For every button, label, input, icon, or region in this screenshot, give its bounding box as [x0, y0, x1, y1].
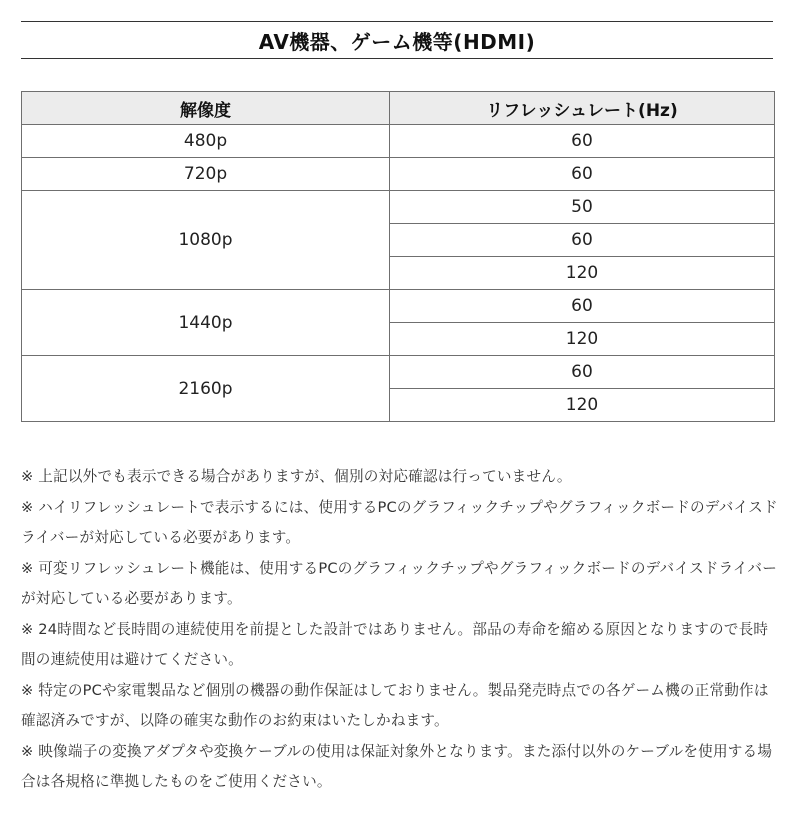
note-item: ※ 特定のPCや家電製品など個別の機器の動作保証はしておりません。製品発売時点での各ゲーム機の正常動作は確認済みですが、以降の確実な動作のお約束はいたしかねます。: [21, 681, 769, 729]
section-title: AV機器、ゲーム機等(HDMI): [258, 29, 536, 54]
note-item: ※ 上記以外でも表示できる場合がありますが、個別の対応確認は行っていません。: [21, 468, 572, 485]
table-row: [22, 158, 775, 191]
refresh-rate-cell: 120: [390, 323, 775, 356]
header-resolution: 解像度: [22, 92, 390, 125]
note-item: ※ ハイリフレッシュレートで表示するには、使用するPCのグラフィックチップやグラフィックボードのデバイスドライバーが対応している必要があります。: [21, 498, 778, 546]
note-item: ※ 可変リフレッシュレート機能は、使用するPCのグラフィックチップやグラフィックボードのデバイスドライバーが対応している必要があります。: [21, 559, 778, 607]
refresh-rate-cell: 60: [390, 290, 775, 323]
resolution-cell: 480p: [22, 125, 390, 158]
notes-list: [21, 462, 781, 798]
table-row: [22, 125, 775, 158]
table-row: [22, 191, 775, 224]
refresh-rate-cell: 60: [390, 356, 775, 389]
header-refresh-rate: リフレッシュレート(Hz): [390, 92, 775, 125]
refresh-rate-cell: 120: [390, 257, 775, 290]
refresh-rate-cell: 60: [390, 224, 775, 257]
refresh-rate-cell: 60: [390, 125, 775, 158]
note-item: ※ 映像端子の変換アダプタや変換ケーブルの使用は保証対象外となります。また添付以外のケーブルを使用する場合は各規格に準拠したものをご使用ください。: [21, 742, 773, 790]
table-body: [22, 125, 775, 422]
resolution-table: [21, 91, 775, 422]
refresh-rate-cell: 50: [390, 191, 775, 224]
refresh-rate-cell: 120: [390, 389, 775, 422]
refresh-rate-cell: 60: [390, 158, 775, 191]
resolution-cell: 1440p: [22, 290, 390, 356]
resolution-cell: 1080p: [22, 191, 390, 290]
note-item: ※ 24時間など長時間の連続使用を前提とした設計ではありません。部品の寿命を縮める原因となりますので長時間の連続使用は避けてください。: [21, 620, 769, 668]
resolution-cell: 720p: [22, 158, 390, 191]
section-title-bar: [21, 21, 773, 59]
table-row: [22, 290, 775, 323]
table-row: [22, 356, 775, 389]
resolution-cell: 2160p: [22, 356, 390, 422]
table-header-row: [22, 92, 775, 125]
